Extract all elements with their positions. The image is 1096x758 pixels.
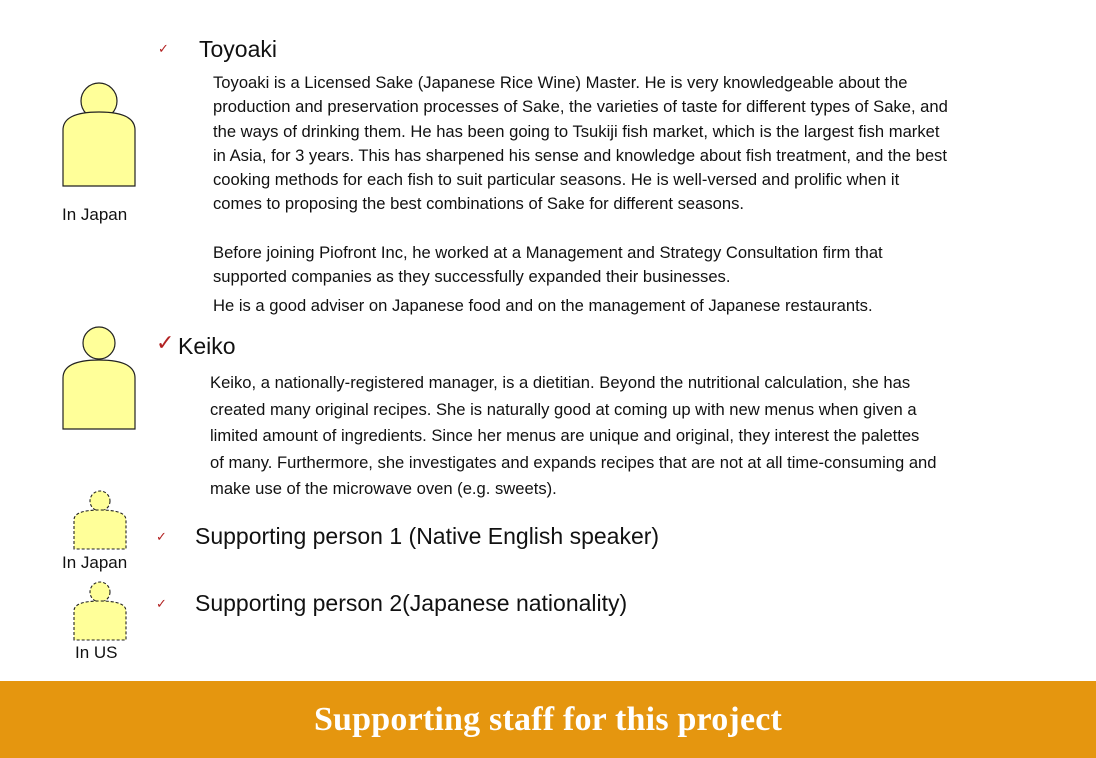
person-icon-support2	[72, 581, 128, 643]
person-icon-keiko	[62, 326, 138, 432]
staff-name-keiko: Keiko	[178, 333, 236, 359]
staff-bio-keiko: Keiko, a nationally-registered manager, is a dietitian. Beyond the nutritional calculation, she has created many original recipes. She is naturally good at coming up with new menus when given a limited amount of ingredients. Since her menus are unique and original, they interest the palettes of many. Furthermore, she investigates and expands recipes that are not at all time-consuming and make use of the microwave oven (e.g. sweets).	[210, 373, 937, 498]
location-label-support2: In US	[75, 643, 118, 662]
checkmark-icon: ✓	[156, 597, 167, 612]
slide-title: Supporting staff for this project	[313, 700, 783, 738]
location-label-toyoaki: In Japan	[62, 205, 128, 224]
checkmark-icon: ✓	[156, 331, 175, 356]
staff-bio-toyoaki-1: Toyoaki is a Licensed Sake (Japanese Rice Wine) Master. He is very knowledgeable about the production and preservation processes of Sake, the varieties of taste for different types of Sake, and the ways of drinking them. He has been going to Tsukiji fish market, which is the largest fish market in Asia, for 3 years. This has sharpened his sense and knowledge about fish treatment, and the best cooking methods for each fish to suit particular seasons. He is well-versed and prolific when it comes to proposing the best combinations of Sake for different seasons.	[213, 73, 948, 214]
person-icon-toyoaki	[62, 82, 138, 190]
checkmark-icon: ✓	[158, 42, 169, 57]
staff-name-toyoaki: Toyoaki	[199, 36, 277, 62]
staff-bio-toyoaki-3: He is a good adviser on Japanese food and on the management of Japanese restaurants.	[213, 296, 873, 315]
staff-name-support1: Supporting person 1 (Native English speaker)	[195, 523, 660, 549]
footer-banner	[0, 681, 1096, 758]
staff-bio-toyoaki-2: Before joining Piofront Inc, he worked at a Management and Strategy Consultation firm that supported companies as they successfully expanded their businesses.	[213, 243, 883, 287]
person-icon-support1	[72, 490, 128, 552]
location-label-support1: In Japan	[62, 553, 128, 572]
checkmark-icon: ✓	[156, 530, 167, 545]
staff-name-support2: Supporting person 2(Japanese nationality)	[195, 590, 628, 616]
